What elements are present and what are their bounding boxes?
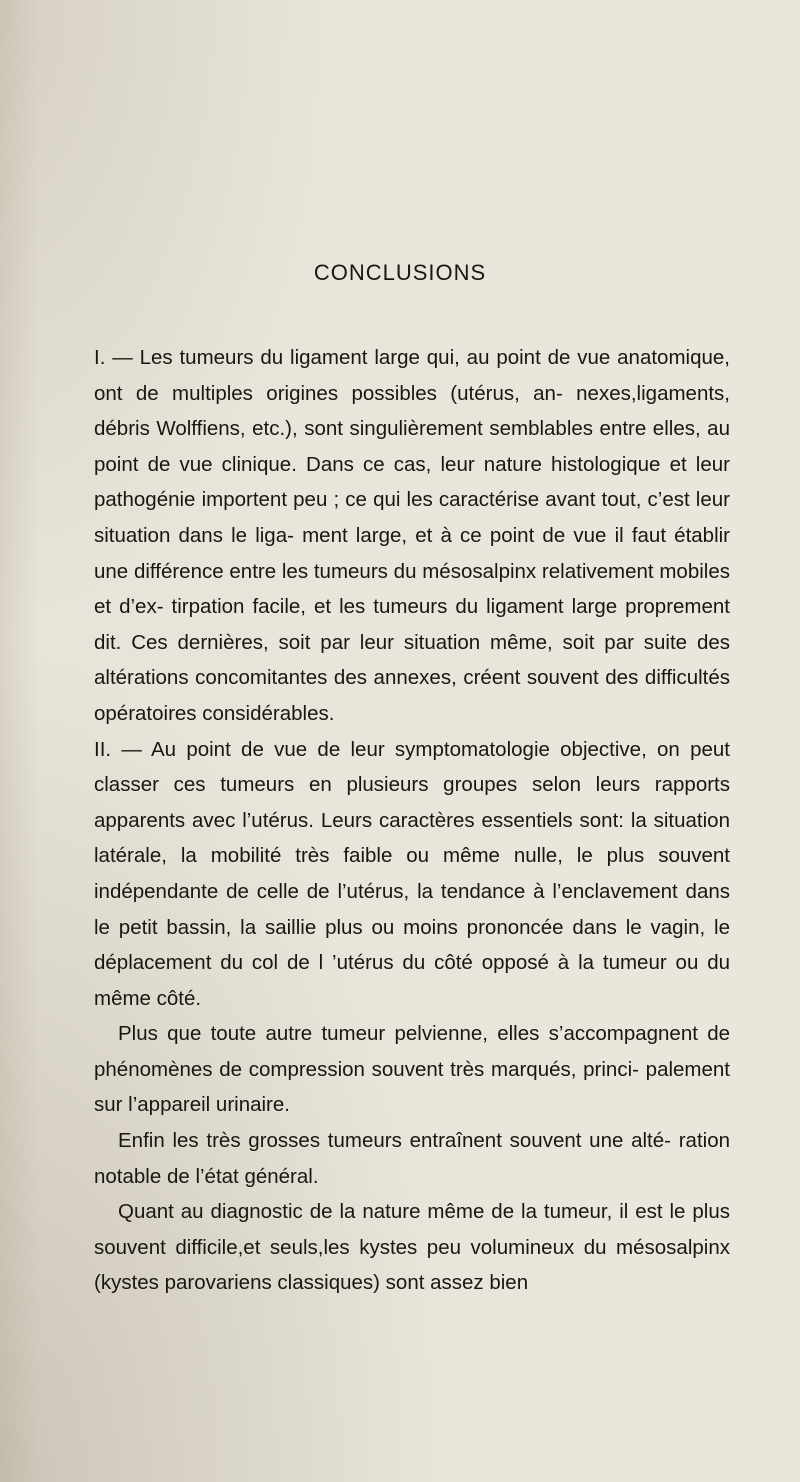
body-text xyxy=(94,340,730,1301)
page-title: CONCLUSIONS xyxy=(313,260,487,285)
paragraph-2: II. — Au point de vue de leur symptomatologie objective, on peut classer ces tumeurs en plusieurs groupes selon leurs rapports apparents avec l’utérus. Leurs caractères essentiels sont: la situation latérale, la mobilité très faible ou même nulle, le plus souvent indépendante de celle de l’utérus, la tendance à l’enclavement dans le petit bassin, la saillie plus ou moins prononcée dans le vagin, le déplacement du col de l ’utérus du côté opposé à la tumeur ou du même côté. xyxy=(94,737,730,1010)
paragraph-4: Enfin les très grosses tumeurs entraînent souvent une alté- ration notable de l’état général. xyxy=(94,1129,730,1188)
paragraph-1: I. — Les tumeurs du ligament large qui, au point de vue anatomique, ont de multiples origines possibles (utérus, an- nexes,ligaments, débris Wolffiens, etc.), sont singulièrement semblables entre elles, au point de vue clinique. Dans ce cas, leur nature histologique et leur pathogénie importent peu ; ce qui les caractérise avant tout, c’est leur situation dans le liga- ment large, et à ce point de vue il faut établir une différence entre les tumeurs du mésosalpinx relativement mobiles et d’ex- tirpation facile, et les tumeurs du ligament large proprement dit. Ces dernières, soit par leur situation même, soit par suite des altérations concomitantes des annexes, créent souvent des difficultés opératoires considérables. xyxy=(94,346,730,725)
paragraph-5: Quant au diagnostic de la nature même de la tumeur, il est le plus souvent difficile,et seuls,les kystes peu volumineux du mésosalpinx (kystes parovariens classiques) sont assez bien xyxy=(94,1200,730,1295)
paragraph-3: Plus que toute autre tumeur pelvienne, elles s’accompagnent de phénomènes de compression souvent très marqués, princi- palement sur l’appareil urinaire. xyxy=(94,1022,730,1117)
